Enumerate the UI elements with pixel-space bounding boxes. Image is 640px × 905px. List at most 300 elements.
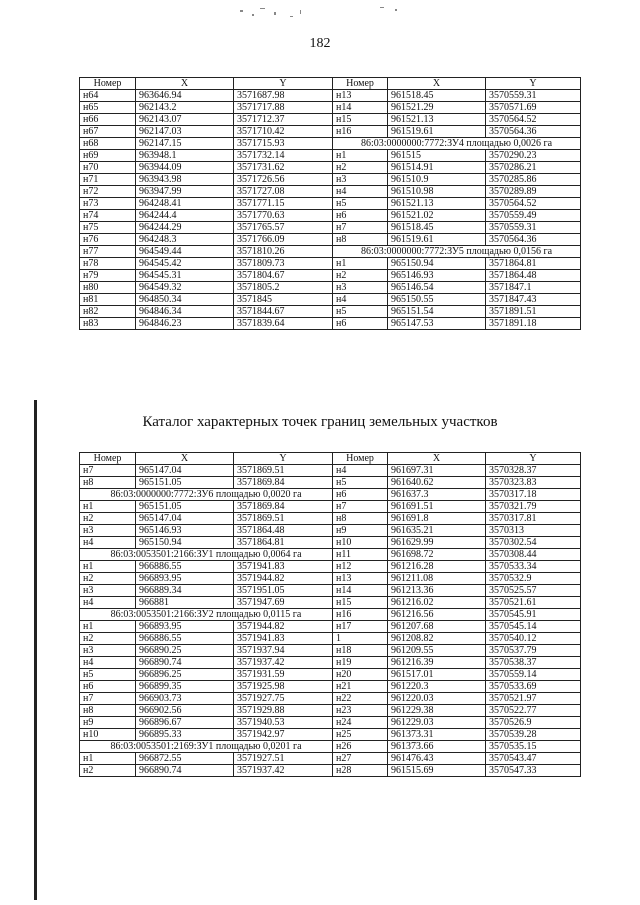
coordinate-cell: 961514.91 [388,162,486,174]
coordinate-cell: 961519.61 [388,126,486,138]
table-row [80,186,581,198]
coordinate-cell: 964244.29 [136,222,234,234]
coordinate-cell: н2 [80,633,136,645]
coordinate-cell: н6 [333,210,388,222]
parcel-heading: 86:03:0000000:7772:ЗУ4 площадью 0,0026 га [333,138,581,150]
coordinate-cell: н17 [333,621,388,633]
coordinate-cell: 3571766.09 [234,234,333,246]
coordinate-cell: 3570545.14 [486,621,581,633]
coordinate-cell: 966899.35 [136,681,234,693]
coordinate-cell: н77 [80,246,136,258]
coordinate-cell: 3571869.51 [234,465,333,477]
coordinate-cell: 3571891.18 [486,318,581,330]
table-row [80,753,581,765]
coordinate-cell: 966890.25 [136,645,234,657]
coordinate-cell: н1 [80,621,136,633]
table-row [80,258,581,270]
coordinate-cell: 962147.03 [136,126,234,138]
table-row [80,306,581,318]
coordinate-cell: 3571864.81 [486,258,581,270]
coordinate-cell: 3570286.21 [486,162,581,174]
coordinate-cell: н82 [80,306,136,318]
coordinate-cell: 966903.73 [136,693,234,705]
coordinate-cell: 3571937.42 [234,657,333,669]
coordinate-cell: н1 [80,753,136,765]
table-row [80,633,581,645]
coordinate-cell: 961207.68 [388,621,486,633]
coordinate-cell: н16 [333,126,388,138]
column-header: Номер [333,453,388,465]
coordinate-cell: 966893.95 [136,621,234,633]
parcel-heading: 86:03:0053501:2166:ЗУ2 площадью 0,0115 га [80,609,333,621]
coordinate-cell: 962143.2 [136,102,234,114]
coordinate-cell: 961229.38 [388,705,486,717]
coordinate-cell: 3571937.42 [234,765,333,777]
coordinate-cell: 3571844.67 [234,306,333,318]
coordinate-cell: 3571869.51 [234,513,333,525]
coordinate-cell: н25 [333,729,388,741]
table-row [80,657,581,669]
coordinate-cell: 961518.45 [388,90,486,102]
column-header: Номер [80,78,136,90]
coordinate-cell: 963646.94 [136,90,234,102]
coordinate-cell: 961521.13 [388,198,486,210]
coordinate-cell: н7 [333,222,388,234]
parcel-heading: 86:03:0053501:2166:ЗУ1 площадью 0,0064 га [80,549,333,561]
table-row [80,501,581,513]
table-row [80,234,581,246]
coordinate-cell: 3570521.97 [486,693,581,705]
table-header-row [80,453,581,465]
coordinate-cell: н26 [333,741,388,753]
coordinate-cell: н71 [80,174,136,186]
coordinate-cell: н6 [333,489,388,501]
coordinate-cell: 3571809.73 [234,258,333,270]
table-row [80,549,581,561]
coordinate-cell: 3571839.64 [234,318,333,330]
coordinate-cell: 3570317.81 [486,513,581,525]
coordinate-cell: 965150.55 [388,294,486,306]
coordinate-cell: 3571891.51 [486,306,581,318]
coordinate-cell: 965147.04 [136,465,234,477]
coordinate-cell: 3571805.2 [234,282,333,294]
coordinate-cell: н65 [80,102,136,114]
coordinate-cell: 964549.32 [136,282,234,294]
coordinate-cell: н70 [80,162,136,174]
table-row [80,489,581,501]
table-row [80,705,581,717]
coordinate-cell: 3570559.49 [486,210,581,222]
coordinate-cell: 962143.07 [136,114,234,126]
coordinate-cell: н16 [333,609,388,621]
table-row [80,90,581,102]
parcel-heading: 86:03:0000000:7772:ЗУ5 площадью 0,0156 га [333,246,581,258]
coordinate-cell: н5 [333,198,388,210]
coordinate-cell: 3571771.15 [234,198,333,210]
coordinate-cell: 3570290.23 [486,150,581,162]
coordinate-cell: н4 [80,597,136,609]
coordinate-cell: н2 [333,162,388,174]
coordinate-cell: 964248.3 [136,234,234,246]
coordinate-cell: н15 [333,597,388,609]
coordinate-cell: 965147.04 [136,513,234,525]
coordinate-cell: 961637.3 [388,489,486,501]
coordinate-cell: 961209.55 [388,645,486,657]
coordinate-cell: н2 [80,765,136,777]
coordinate-cell: 3571845 [234,294,333,306]
coordinate-cell: н72 [80,186,136,198]
column-header: X [136,453,234,465]
coordinate-cell: 961216.28 [388,561,486,573]
column-header: X [388,78,486,90]
coordinate-cell: н19 [333,657,388,669]
coordinate-cell: н78 [80,258,136,270]
coordinate-cell: 961220.03 [388,693,486,705]
coordinate-cell: 3571869.84 [234,501,333,513]
coordinate-cell: 963944.09 [136,162,234,174]
coordinate-cell: 3571712.37 [234,114,333,126]
table-row [80,693,581,705]
coordinate-cell: 966881 [136,597,234,609]
coordinate-cell: 961697.31 [388,465,486,477]
coordinate-cell: 961519.61 [388,234,486,246]
coordinate-cell: н5 [80,669,136,681]
coordinate-cell: н8 [333,513,388,525]
coordinate-cell: н22 [333,693,388,705]
coordinate-cell: 961216.02 [388,597,486,609]
coordinate-cell: 3571927.75 [234,693,333,705]
table-row [80,573,581,585]
coordinate-cell: 3570564.36 [486,234,581,246]
coordinate-cell: 3570328.37 [486,465,581,477]
coordinate-cell: 961515.69 [388,765,486,777]
coordinate-cell: н68 [80,138,136,150]
coordinate-cell: 3570533.34 [486,561,581,573]
table-row [80,681,581,693]
coordinate-cell: 961635.21 [388,525,486,537]
coordinate-cell: 961510.9 [388,174,486,186]
table-row [80,741,581,753]
coordinate-cell: н3 [333,174,388,186]
coordinate-cell: 961213.36 [388,585,486,597]
coordinate-cell: 961629.99 [388,537,486,549]
coordinate-cell: 3571864.48 [234,525,333,537]
table-row [80,198,581,210]
column-header: Y [234,453,333,465]
coordinate-cell: 964549.44 [136,246,234,258]
coordinate-cell: 964545.42 [136,258,234,270]
coordinate-cell: 966886.55 [136,633,234,645]
table-row [80,138,581,150]
coordinate-cell: 965151.54 [388,306,486,318]
table-row [80,729,581,741]
coordinate-cell: н9 [333,525,388,537]
coordinate-cell: н13 [333,90,388,102]
coordinate-cell: 961216.39 [388,657,486,669]
coordinate-cell: 3570559.31 [486,222,581,234]
coordinate-cell: н14 [333,585,388,597]
coordinate-cell: н1 [333,258,388,270]
table-row [80,465,581,477]
column-header: Y [486,78,581,90]
coordinate-cell: 3571947.69 [234,597,333,609]
coordinate-cell: н20 [333,669,388,681]
coordinate-cell: н3 [80,585,136,597]
table-row [80,246,581,258]
coordinate-cell: 966896.25 [136,669,234,681]
coordinate-cell: н15 [333,114,388,126]
coordinate-cell: 3570313 [486,525,581,537]
table-row [80,318,581,330]
coordinate-cell: 963948.1 [136,150,234,162]
coordinate-cell: 3571765.57 [234,222,333,234]
coordinate-cell: н2 [80,573,136,585]
coordinate-cell: 965150.94 [388,258,486,270]
table-row [80,537,581,549]
coordinate-cell: 3570547.33 [486,765,581,777]
coordinate-cell: 966889.34 [136,585,234,597]
coordinate-cell: 3570521.61 [486,597,581,609]
coordinate-cell: н6 [333,318,388,330]
page-number: 182 [309,36,331,51]
coordinate-cell: н2 [80,513,136,525]
coordinate-cell: 961521.13 [388,114,486,126]
coordinate-cell: 3570533.69 [486,681,581,693]
coordinate-cell: н4 [333,294,388,306]
coordinate-cell: 963947.99 [136,186,234,198]
coordinate-cell: н14 [333,102,388,114]
coordinate-cell: 3571941.83 [234,561,333,573]
coordinate-cell: н7 [80,693,136,705]
table-row [80,174,581,186]
parcel-heading: 86:03:0053501:2169:ЗУ1 площадью 0,0201 га [80,741,333,753]
column-header: Номер [80,453,136,465]
table-row [80,525,581,537]
table-row [80,669,581,681]
coordinate-cell: 3570525.57 [486,585,581,597]
table-row [80,126,581,138]
coordinate-cell: 3571847.1 [486,282,581,294]
coordinate-cell: н1 [333,150,388,162]
coordinate-cell: н1 [80,501,136,513]
coordinate-cell: 963943.98 [136,174,234,186]
table-row [80,609,581,621]
coordinate-cell: 961373.31 [388,729,486,741]
coordinate-cell: н4 [333,186,388,198]
coordinate-cell: 3570323.83 [486,477,581,489]
table-row [80,717,581,729]
coordinate-cell: 3571710.42 [234,126,333,138]
coordinate-cell: н81 [80,294,136,306]
coordinate-cell: 3571925.98 [234,681,333,693]
table-row [80,645,581,657]
coordinate-cell: 961510.98 [388,186,486,198]
coordinate-cell: 966895.33 [136,729,234,741]
table-row [80,621,581,633]
coordinate-cell: 3571940.53 [234,717,333,729]
catalog-title: Каталог характерных точек границ земельных участков [142,414,498,430]
coordinate-cell: н75 [80,222,136,234]
coordinate-cell: н12 [333,561,388,573]
coordinates-table-bottom [79,452,581,777]
table-row [80,561,581,573]
coordinate-cell: н21 [333,681,388,693]
coordinate-cell: 3571731.62 [234,162,333,174]
coordinate-cell: 965150.94 [136,537,234,549]
coordinate-cell: 966890.74 [136,765,234,777]
coordinate-cell: 3571941.83 [234,633,333,645]
coordinate-cell: н83 [80,318,136,330]
coordinate-cell: 3570522.77 [486,705,581,717]
coordinate-cell: 964850.34 [136,294,234,306]
coordinate-cell: 3570539.28 [486,729,581,741]
coordinate-cell: н11 [333,549,388,561]
coordinate-cell: н3 [333,282,388,294]
coordinate-cell: н69 [80,150,136,162]
coordinate-cell: 3571810.26 [234,246,333,258]
coordinate-cell: 3570559.14 [486,669,581,681]
coordinate-cell: 3570543.47 [486,753,581,765]
coordinate-cell: 3570526.9 [486,717,581,729]
column-header: X [388,453,486,465]
coordinate-cell: 966872.55 [136,753,234,765]
coordinate-cell: 3571951.05 [234,585,333,597]
coordinate-cell: 3570537.79 [486,645,581,657]
coordinate-cell: н79 [80,270,136,282]
coordinate-cell: 3571726.56 [234,174,333,186]
coordinate-cell: 3571931.59 [234,669,333,681]
coordinate-cell: 962147.15 [136,138,234,150]
coordinate-cell: 961698.72 [388,549,486,561]
scan-edge-bar [34,400,37,900]
coordinate-cell: н24 [333,717,388,729]
coordinate-cell: н76 [80,234,136,246]
coordinate-cell: 3571727.08 [234,186,333,198]
coordinate-cell: 961476.43 [388,753,486,765]
table-row [80,477,581,489]
coordinate-cell: 965147.53 [388,318,486,330]
coordinate-cell: 965146.93 [136,525,234,537]
coordinate-cell: н10 [80,729,136,741]
coordinate-cell: 965146.93 [388,270,486,282]
column-header: X [136,78,234,90]
coordinate-cell: 961691.8 [388,513,486,525]
coordinate-cell: 3571847.43 [486,294,581,306]
coordinate-cell: 3571942.97 [234,729,333,741]
coordinate-cell: 3571717.88 [234,102,333,114]
coordinate-cell: 3570308.44 [486,549,581,561]
table-row [80,150,581,162]
coordinate-cell: 3570564.52 [486,198,581,210]
coordinate-cell: 3570545.91 [486,609,581,621]
coordinate-cell: 961640.62 [388,477,486,489]
coordinate-cell: 961208.82 [388,633,486,645]
coordinate-cell: 966893.95 [136,573,234,585]
coordinate-cell: 3570321.79 [486,501,581,513]
coordinate-cell: 3570317.18 [486,489,581,501]
coordinate-cell: н13 [333,573,388,585]
table-header-row [80,78,581,90]
coordinate-cell: 966896.67 [136,717,234,729]
coordinate-cell: 3570532.9 [486,573,581,585]
coordinate-cell: 3571770.63 [234,210,333,222]
coordinate-cell: 961691.51 [388,501,486,513]
coordinate-cell: н66 [80,114,136,126]
table-row [80,513,581,525]
table-row [80,597,581,609]
table-row [80,282,581,294]
coordinate-cell: 964244.4 [136,210,234,222]
coordinate-cell: 964846.34 [136,306,234,318]
coordinate-cell: н5 [333,477,388,489]
coordinate-cell: н10 [333,537,388,549]
coordinate-cell: 1 [333,633,388,645]
coordinate-cell: 3570285.86 [486,174,581,186]
coordinate-cell: н6 [80,681,136,693]
table-row [80,162,581,174]
coordinate-cell: н4 [80,657,136,669]
coordinate-cell: 3571687.98 [234,90,333,102]
coordinate-cell: н18 [333,645,388,657]
coordinate-cell: 966886.55 [136,561,234,573]
coordinate-cell: 3570538.37 [486,657,581,669]
coordinate-cell: н4 [333,465,388,477]
coordinate-cell: 961211.08 [388,573,486,585]
coordinate-cell: 961220.3 [388,681,486,693]
coordinate-cell: 3571715.93 [234,138,333,150]
coordinate-cell: 961517.01 [388,669,486,681]
coordinate-cell: 3571927.51 [234,753,333,765]
coordinate-cell: 961216.56 [388,609,486,621]
coordinate-cell: 3570535.15 [486,741,581,753]
coordinate-cell: н74 [80,210,136,222]
coordinate-cell: 964846.23 [136,318,234,330]
coordinate-cell: 964248.41 [136,198,234,210]
coordinate-cell: н23 [333,705,388,717]
table-row [80,585,581,597]
coordinate-cell: 3571937.94 [234,645,333,657]
coordinate-cell: н7 [333,501,388,513]
coordinate-cell: 3570571.69 [486,102,581,114]
coordinate-cell: н80 [80,282,136,294]
coordinate-cell: н67 [80,126,136,138]
column-header: Номер [333,78,388,90]
coordinate-cell: 3571732.14 [234,150,333,162]
table-row [80,294,581,306]
coordinate-cell: 961515 [388,150,486,162]
coordinate-cell: н27 [333,753,388,765]
coordinate-cell: н28 [333,765,388,777]
coordinate-cell: н7 [80,465,136,477]
coordinate-cell: 3571929.88 [234,705,333,717]
coordinate-cell: н2 [333,270,388,282]
coordinate-cell: 3570559.31 [486,90,581,102]
table-row [80,270,581,282]
table-row [80,222,581,234]
coordinate-cell: 965146.54 [388,282,486,294]
coordinate-cell: 3571864.48 [486,270,581,282]
coordinate-cell: 966890.74 [136,657,234,669]
parcel-heading: 86:03:0000000:7772:ЗУ6 площадью 0,0020 га [80,489,333,501]
coordinate-cell: 3570302.54 [486,537,581,549]
coordinate-cell: н73 [80,198,136,210]
coordinate-cell: 964545.31 [136,270,234,282]
coordinate-cell: н5 [333,306,388,318]
coordinate-cell: 961518.45 [388,222,486,234]
table-row [80,102,581,114]
coordinate-cell: 961373.66 [388,741,486,753]
coordinate-cell: н3 [80,525,136,537]
